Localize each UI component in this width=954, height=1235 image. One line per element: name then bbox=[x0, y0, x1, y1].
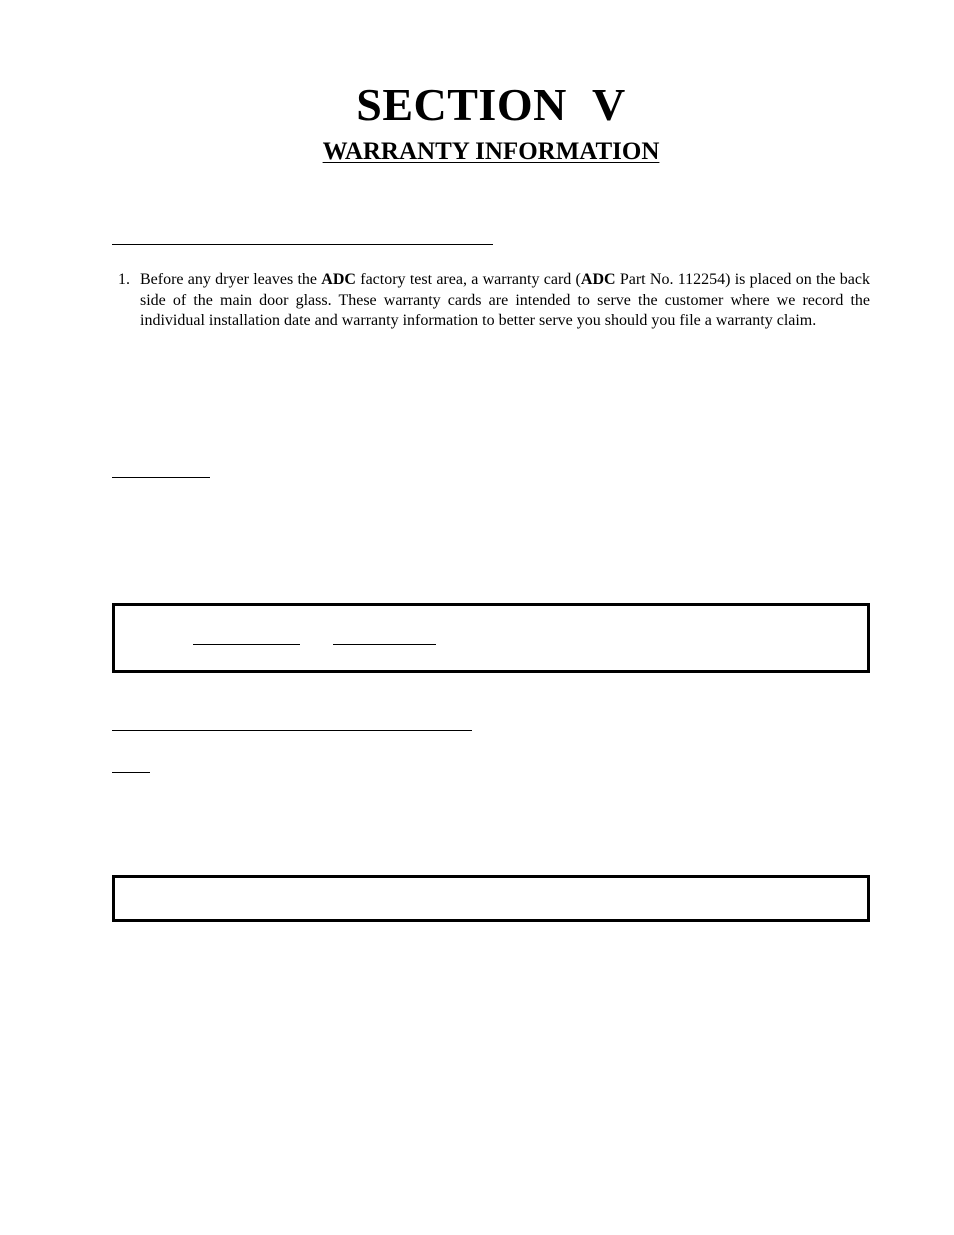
list-item-text: Before any dryer leaves the ADC factory test area, a warranty card (ADC Part No. 112254) is placed on the back side of the main door glass. These warranty cards are intended to serve the customer where we record the individual installation date and warranty information to better serve you should you file a warranty claim. bbox=[140, 271, 871, 329]
notice-box-1 bbox=[112, 603, 870, 673]
section-subtitle: WARRANTY INFORMATION bbox=[322, 138, 660, 165]
list-item-number: 1. bbox=[118, 271, 130, 288]
brand-name: ADC bbox=[321, 271, 356, 288]
notice-underline-2 bbox=[333, 644, 436, 645]
list-item-1 bbox=[118, 270, 870, 332]
section-title: SECTION V bbox=[356, 79, 626, 130]
heading-underline-2 bbox=[112, 477, 210, 478]
notice-box-2 bbox=[112, 875, 870, 922]
heading-underline-4 bbox=[112, 772, 150, 773]
heading-underline-1 bbox=[112, 244, 493, 245]
notice-underline-1 bbox=[193, 644, 300, 645]
brand-name: ADC bbox=[580, 271, 616, 288]
heading-underline-3 bbox=[112, 730, 472, 731]
